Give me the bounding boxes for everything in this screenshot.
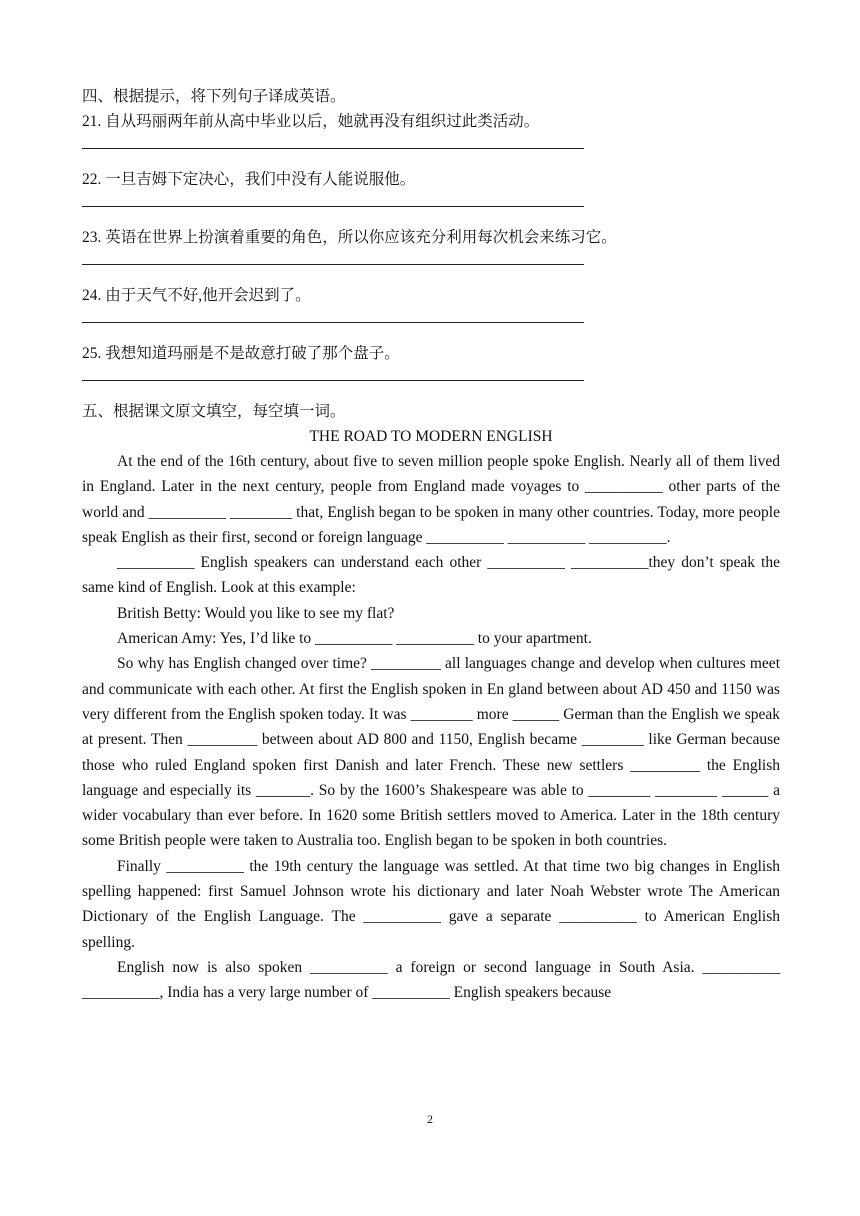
passage-paragraph: Finally __________ the 19th century the language was settled. At that time two big changes in English spelling happened: first Samuel Johnson wrote his dictionary and later Noah Webster wrote The American Dictionary of the English Language. The __________ gave a separate __________ to American English spelling. xyxy=(82,857,780,951)
passage-heading: THE ROAD TO MODERN ENGLISH xyxy=(309,428,553,445)
question-text: 22. 一旦吉姆下定决心，我们中没有人能说服他。 xyxy=(82,171,416,188)
dialogue-line-amy: American Amy: Yes, I’d like to __________ __________ to your apartment. xyxy=(117,630,592,648)
passage-paragraph: English now is also spoken __________ a foreign or second language in South Asia. __________ __________, India has a very large number of __________ English speakers because xyxy=(82,958,780,1002)
question-text: 24. 由于天气不好,他开会迟到了。 xyxy=(82,287,311,304)
passage-paragraph: __________ English speakers can understand each other __________ __________they don’t speak the same kind of English. Look at this example: xyxy=(82,554,780,597)
dialogue-line-betty: British Betty: Would you like to see my flat? xyxy=(117,604,395,622)
answer-line[interactable] xyxy=(82,366,584,381)
question-text: 25. 我想知道玛丽是不是故意打破了那个盘子。 xyxy=(82,345,400,362)
passage-paragraph: At the end of the 16th century, about five to seven million people spoke English. Nearly all of them lived in England. Later in the next century, people from England made voyages to __________ other parts of the world and __________ ________ that, English began to be spoken in many other countries. Today, more people speak English as their first, second or foreign language __________ __________ __________. xyxy=(82,453,780,546)
question-text: 23. 英语在世界上扮演着重要的角色，所以你应该充分利用每次机会来练习它。 xyxy=(82,229,617,246)
question-25 xyxy=(82,341,780,381)
answer-line[interactable] xyxy=(82,192,584,207)
section-4-title: 四、根据提示，将下列句子译成英语。 xyxy=(82,88,346,105)
page-number: 2 xyxy=(427,1112,433,1126)
question-22 xyxy=(82,167,780,207)
question-23 xyxy=(82,225,780,265)
question-21 xyxy=(82,109,780,149)
section-5-title: 五、根据课文原文填空，每空填一词。 xyxy=(82,403,346,420)
question-24 xyxy=(82,283,780,323)
worksheet-page xyxy=(82,84,780,1006)
question-text: 21. 自从玛丽两年前从高中毕业以后，她就再没有组织过此类活动。 xyxy=(82,113,540,130)
answer-line[interactable] xyxy=(82,134,584,149)
answer-line[interactable] xyxy=(82,250,584,265)
passage-paragraph: So why has English changed over time? _________ all languages change and develop when cultures meet and communicate with each other. At first the English spoken in En gland between about AD 450 and 1150 was very different from the English spoken today. It was ________ more ______ German than the English we speak at present. Then _________ between about AD 800 and 1150, English became ________ like German because those who ruled England spoken first Danish and later French. These new settlers _________ the English language and especially its _______. So by the 1600’s Shakespeare was able to ________ ________ ______ a wider vocabulary than ever before. In 1620 some British settlers moved to America. Later in the 18th century some British people were taken to Australia too. English began to be spoken in both countries. xyxy=(82,655,780,850)
answer-line[interactable] xyxy=(82,308,584,323)
